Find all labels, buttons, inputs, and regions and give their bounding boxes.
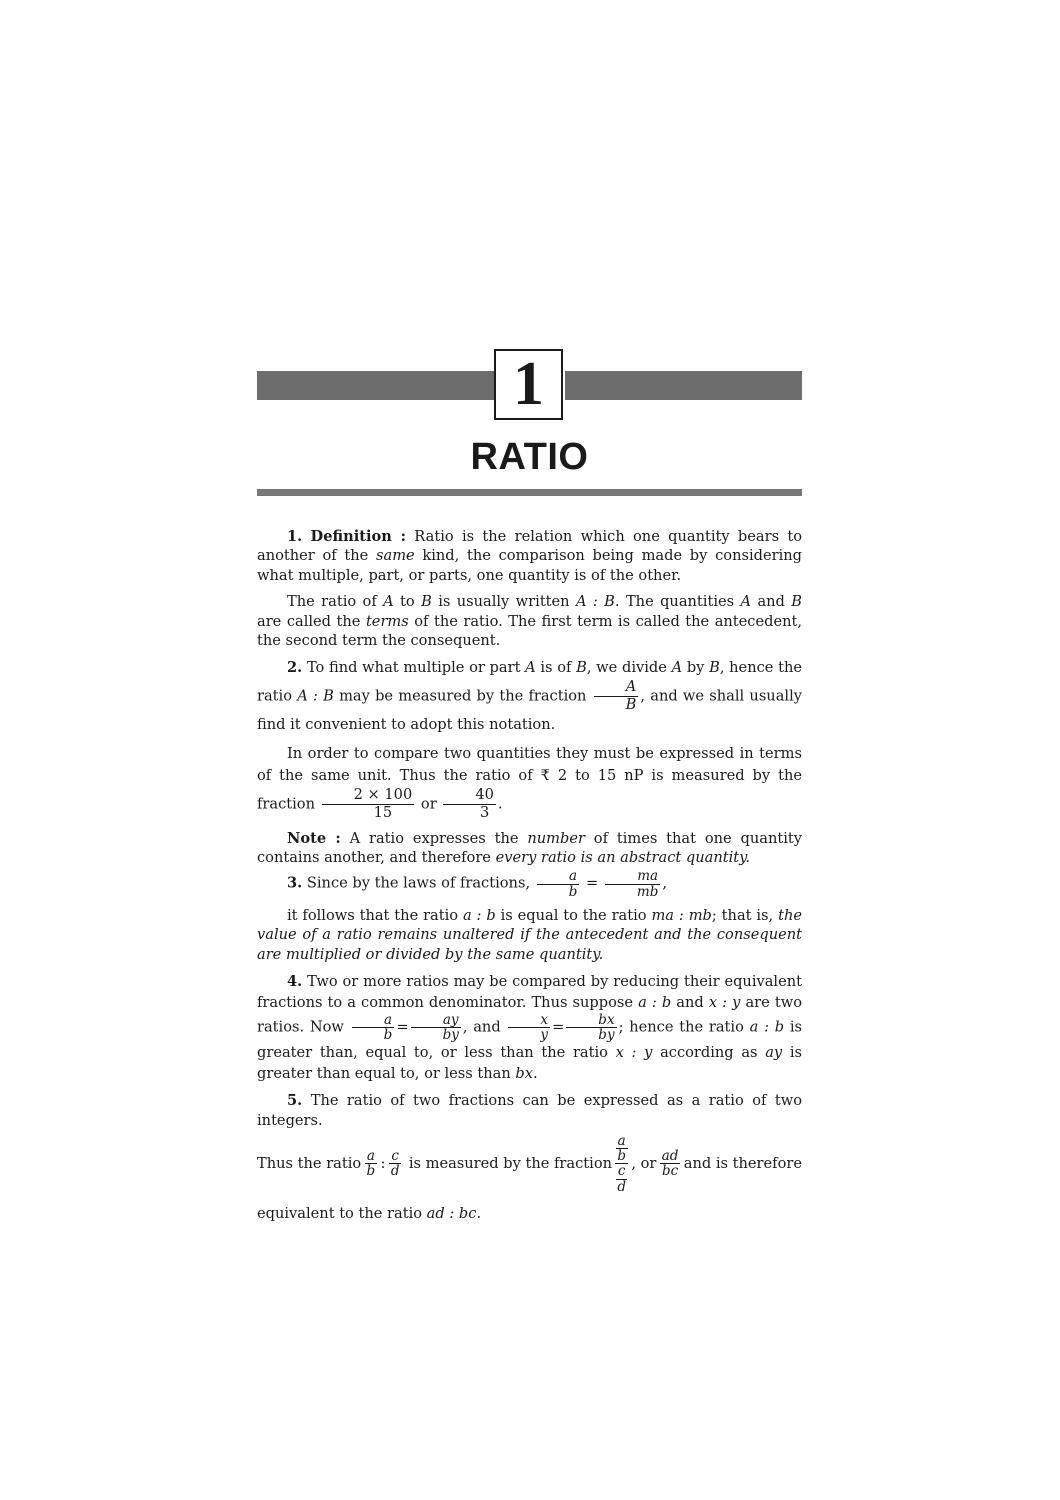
header-bar-right [565, 371, 802, 400]
fraction-c-over-d: $\frac{c}{d}$ [390, 1148, 400, 1180]
section-heading: Definition : [310, 528, 407, 545]
section-1-definition: 1. Definition : Ratio is the relation which one quantity bears to another of the same kind, the comparison being made by considering what multiple, part, or parts, one quantity is of the other. [257, 528, 802, 584]
fraction-ad-over-bc: $\frac{ad}{bc}$ [661, 1148, 679, 1180]
page-body [257, 527, 802, 1230]
fraction: $\frac{ay}{by}$ [411, 1013, 461, 1042]
fraction-200-over-15: $\frac{2 \times 100}{15}$ [322, 787, 415, 822]
title-underline-bar [257, 489, 802, 496]
section-5: 5. The ratio of two fractions can be expressed as a ratio of two integers. [257, 1092, 802, 1129]
section-5-conclusion: equivalent to the ratio ad : bc. [257, 1204, 482, 1222]
header-bar-left [257, 371, 494, 400]
section-3: 3. Since by the laws of fractions, $\frac{a}{b}$ = $\frac{ma}{mb}$ , [287, 868, 667, 900]
paragraph-value-unaltered: it follows that the ratio a : b is equal to the ratio ma : mb; that is, the value of a ratio remains unaltered if the antecedent and the consequent are multiplied or divided by the same quantity. [257, 906, 802, 963]
note-paragraph: Note : A ratio expresses the number of times that one quantity contains another, and therefore every ratio is an abstract quantity. [257, 829, 802, 866]
fraction-a-over-b: $\frac{a}{b}$ [366, 1148, 376, 1180]
fraction: $\frac{a}{b}$ [352, 1013, 395, 1042]
fraction: $\frac{bx}{by}$ [566, 1013, 616, 1042]
section-number: 1. [287, 528, 303, 545]
section-4: 4. Two or more ratios may be compared by reducing their equivalent fractions to a common denominator. Thus suppose a : b and x : y are two ratios. Now $\frac{a}{b}$ = $\frac{ay}{by}$ , and $\frac{x}{y}$ = $\frac{bx}{by}$ ; hence the ratio a : b is greater than, equal to, or less than the ratio x : y according as ay is greater than equal to, or less than bx. [257, 972, 803, 1083]
fraction-ma-over-mb: $\frac{ma}{mb}$ [605, 869, 660, 898]
chapter-title: RATIO [470, 436, 589, 478]
compound-fraction: $\frac{\frac{a}{b}}{\frac{c}{d}}$ [617, 1133, 626, 1195]
fraction-40-over-3: $\frac{40}{3}$ [443, 787, 496, 822]
chapter-number: 1 [513, 350, 544, 418]
paragraph-same-unit: In order to compare two quantities they must be expressed in terms of the same unit. Thus the ratio of ₹ 2 to 15 nP is measured by the fraction $\frac{2 \times 100}{15}$ or $\frac{40}{3}$ . [257, 745, 802, 821]
section-5-formula-line: Thus the ratio $\frac{a}{b}$ : $\frac{c}{d}$ is measured by the fraction $\frac{\frac{a}{b}}{\frac{c}{d}}$ , or $\frac{ad}{bc}$ and is therefore [257, 1133, 802, 1195]
fraction: $\frac{x}{y}$ [508, 1013, 550, 1042]
fraction-a-over-b: $\frac{a}{b}$ [537, 869, 580, 898]
chapter-number-box [494, 349, 563, 420]
section-2: 2. To find what multiple or part A is of B, we divide A by B, hence the ratio A : B may be measured by the fraction $\frac{A}{B}$ , and we shall usually find it convenient to adopt this notation. [257, 659, 802, 733]
fraction-a-over-b: $\frac{A}{B}$ [594, 679, 639, 714]
paragraph-terms: The ratio of A to B is usually written A : B. The quantities A and B are called the terms of the ratio. The first term is called the antecedent, the second term the consequent. [257, 593, 803, 650]
